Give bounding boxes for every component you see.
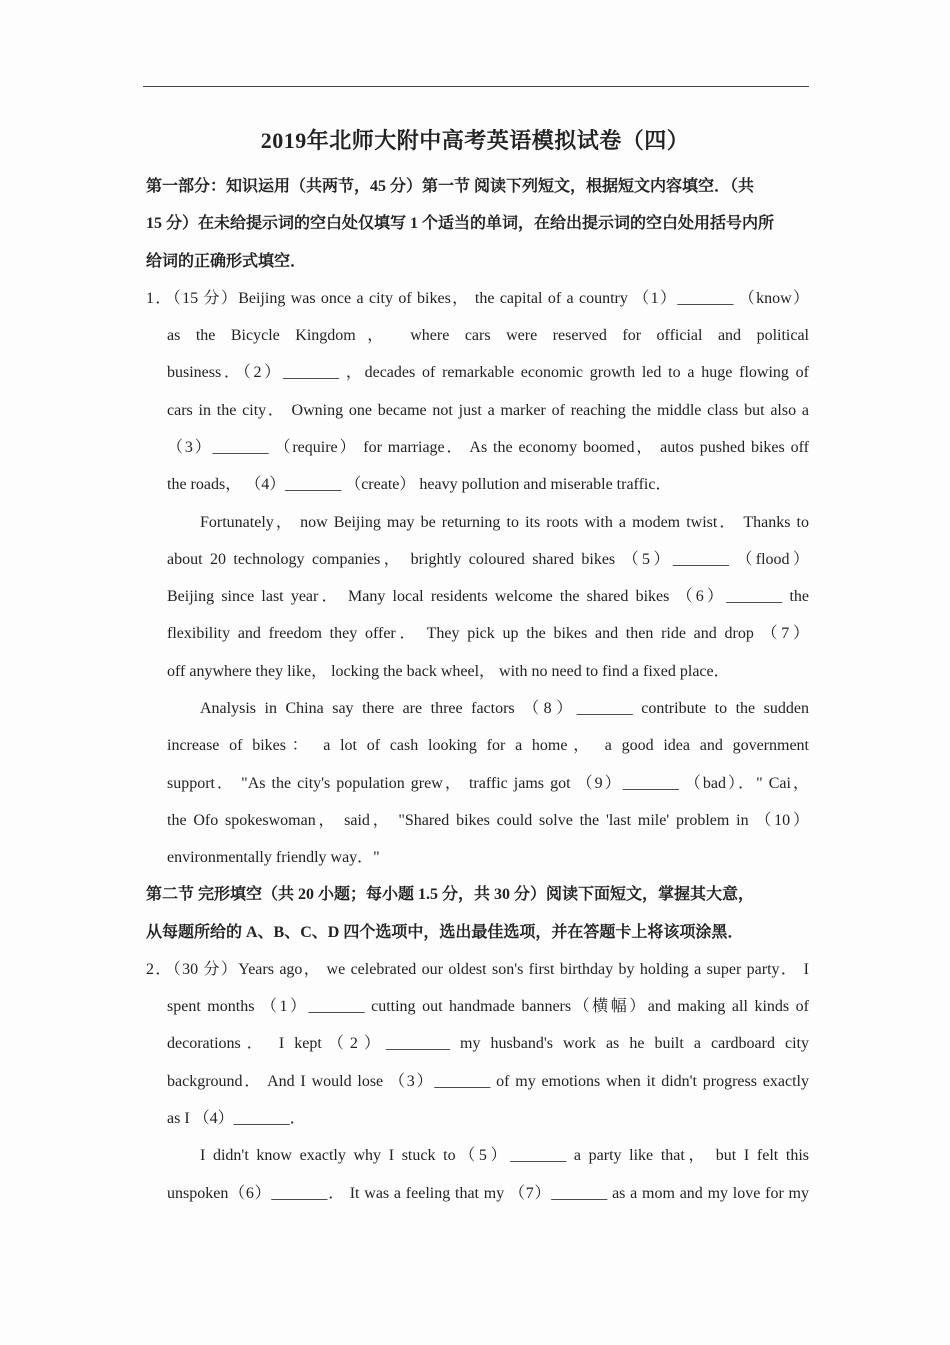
part2-header-line: 第二节 完形填空（共 20 小题；每小题 1.5 分，共 30 分）阅读下面短文，掌握其大意， xyxy=(146,886,755,903)
q1-line: 1．（15 分）Beijing was once a city of bikes， the capital of a country （1）_______ （know） xyxy=(146,290,809,307)
part1-header-line: 15 分）在未给提示词的空白处仅填写 1 个适当的单词，在给出提示词的空白处用括号内所 xyxy=(146,215,775,232)
q1-line: Beijing since last year． Many local residents welcome the shared bikes （6）_______ the xyxy=(167,588,809,605)
q2-line: unspoken（6）_______． It was a feeling that my （7）_______ as a mom and my love for my xyxy=(167,1185,809,1202)
q1-line: Fortunately， now Beijing may be returning to its roots with a modem twist． Thanks to xyxy=(200,514,809,531)
q2-line: 2．（30 分）Years ago， we celebrated our oldest son's first birthday by holding a super party． I xyxy=(146,961,809,978)
q1-line: the roads， （4）_______ （create） heavy pollution and miserable traffic． xyxy=(167,476,672,493)
page-title: 2019年北师大附中高考英语模拟试卷（四） xyxy=(260,128,690,153)
q1-line: the Ofo spokeswoman， said， "Shared bikes could solve the 'last mile' problem in （10） xyxy=(167,812,809,829)
q2-line: I didn't know exactly why I stuck to（5）_______ a party like that， but I felt this xyxy=(200,1147,809,1164)
header-rule xyxy=(143,86,809,87)
q1-line: about 20 technology companies， brightly coloured shared bikes （5）_______ （flood） xyxy=(167,551,809,568)
q2-line: spent months （1）_______ cutting out handmade banners（横幅）and making all kinds of xyxy=(167,998,809,1015)
q1-line: as the Bicycle Kingdom， where cars were reserved for official and political xyxy=(167,327,809,344)
q1-line: flexibility and freedom they offer． They pick up the bikes and then ride and drop （7） xyxy=(167,625,809,642)
q1-line: cars in the city． Owning one became not just a marker of reaching the middle class but also a xyxy=(167,402,809,419)
q1-line: business．（2）_______ ，decades of remarkable economic growth led to a huge flowing of xyxy=(167,364,809,381)
q1-line: Analysis in China say there are three factors （8）_______ contribute to the sudden xyxy=(200,700,809,717)
part1-header-line: 给词的正确形式填空． xyxy=(146,253,307,270)
q1-line: （3）_______ （require） for marriage． As the economy boomed， autos pushed bikes off xyxy=(167,439,809,456)
q1-line: environmentally friendly way．" xyxy=(167,849,380,866)
part1-header-line: 第一部分：知识运用（共两节，45 分）第一节 阅读下列短文，根据短文内容填空．（共 xyxy=(146,178,755,195)
q2-line: as I （4）_______． xyxy=(167,1110,306,1127)
q2-line: decorations． I kept（2）________ my husband's work as he built a cardboard city xyxy=(167,1035,809,1052)
q1-line: increase of bikes： a lot of cash looking for a home， a good idea and government xyxy=(167,737,809,754)
q2-line: background． And I would lose （3）_______ of my emotions when it didn't progress exactly xyxy=(167,1073,809,1090)
q1-line: support． "As the city's population grew， traffic jams got （9）_______ （bad）．" Cai， xyxy=(167,775,809,792)
q1-line: off anywhere they like， locking the back wheel， with no need to find a fixed place． xyxy=(167,663,730,680)
part2-header-line: 从每题所给的 A、B、C、D 四个选项中，选出最佳选项，并在答题卡上将该项涂黑． xyxy=(146,924,744,941)
